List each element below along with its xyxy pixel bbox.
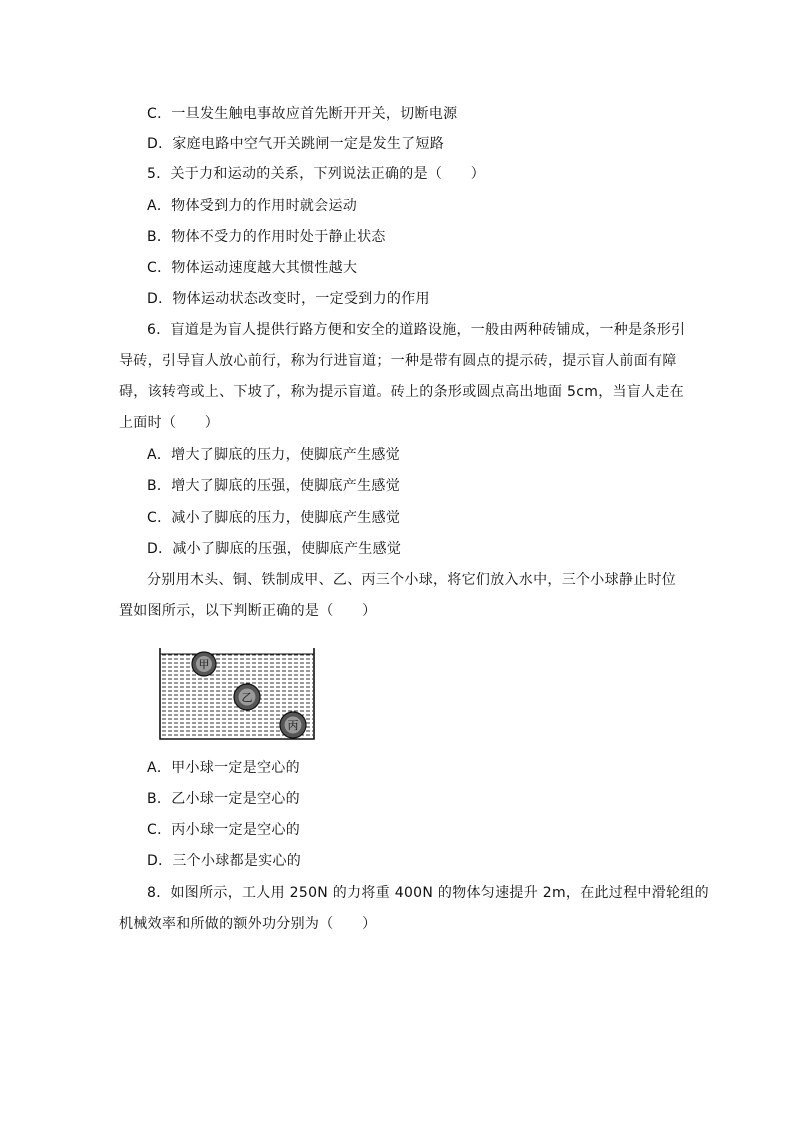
beaker-figure [150, 645, 320, 745]
q5-option-a: A．物体受到力的作用时就会运动 [147, 198, 358, 214]
q4-option-d: D．家庭电路中空气开关跳闸一定是发生了短路 [147, 136, 445, 152]
ball-bing [280, 712, 306, 738]
label-yi: 乙 [241, 691, 253, 704]
q7-option-a: A．甲小球一定是空心的 [147, 760, 300, 776]
ball-jia [192, 652, 216, 676]
q8-stem-line-2: 机械效率和所做的额外功分别为（ ） [119, 916, 377, 932]
q4-option-c: C．一旦发生触电事故应首先断开开关，切断电源 [147, 106, 458, 122]
q6-stem-line-2: 导砖，引导盲人放心前行，称为行进盲道；一种是带有圆点的提示砖，提示盲人前面有障 [119, 353, 677, 369]
q8-stem-line-1: 8．如图所示，工人用 250N 的力将重 400N 的物体匀速提升 2m，在此过程中滑轮组的 [147, 885, 709, 901]
q7-stem-line-1: 分别用木头、铜、铁制成甲、乙、丙三个小球，将它们放入水中，三个小球静止时位 [147, 572, 677, 588]
q5-option-d: D．物体运动状态改变时，一定受到力的作用 [147, 291, 430, 307]
label-bing: 丙 [287, 719, 299, 732]
q6-stem-line-4: 上面时（ ） [119, 415, 220, 431]
q6-option-d: D．减小了脚底的压强，使脚底产生感觉 [147, 541, 402, 557]
q5-stem: 5．关于力和运动的关系，下列说法正确的是（ ） [147, 166, 486, 182]
q6-option-a: A．增大了脚底的压力，使脚底产生感觉 [147, 447, 400, 463]
q6-stem-line-1: 6．盲道是为盲人提供行路方便和安全的道路设施，一般由两种砖铺成，一种是条形引 [147, 322, 686, 338]
q6-option-c: C．减小了脚底的压力，使脚底产生感觉 [147, 510, 401, 526]
q7-option-c: C．丙小球一定是空心的 [147, 822, 301, 838]
q6-option-b: B．增大了脚底的压强，使脚底产生感觉 [147, 478, 401, 494]
label-jia: 甲 [198, 658, 210, 671]
q5-option-b: B．物体不受力的作用时处于静止状态 [147, 229, 386, 245]
q5-option-c: C．物体运动速度越大其惯性越大 [147, 260, 358, 276]
q6-stem-line-3: 碍，该转弯或上、下坡了，称为提示盲道。砖上的条形或圆点高出地面 5cm，当盲人走在 [119, 384, 684, 400]
q7-option-d: D．三个小球都是实心的 [147, 853, 302, 869]
ball-yi [234, 684, 260, 710]
q7-stem-line-2: 置如图所示，以下判断正确的是（ ） [119, 603, 377, 619]
q7-option-b: B．乙小球一定是空心的 [147, 791, 300, 807]
